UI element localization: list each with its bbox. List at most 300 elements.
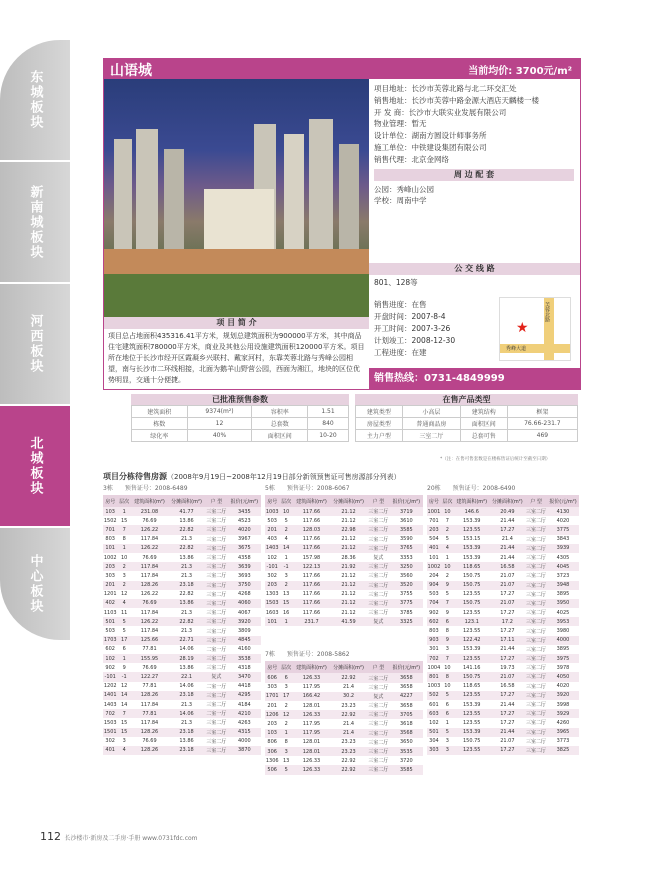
sidebar-tab-newsouth[interactable] (0, 162, 70, 282)
table-cell: 三室二厅 (206, 610, 227, 617)
table-row (427, 737, 579, 746)
table-cell: 三室二厅 (205, 617, 228, 626)
table-cell: 6 (441, 709, 454, 718)
table-cell: 三室二厅 (205, 599, 228, 608)
table-cell: 117.66 (302, 572, 321, 579)
table-cell: 17 (117, 636, 131, 645)
table-cell: 4268 (237, 591, 251, 598)
table-cell: 1002 (427, 563, 441, 570)
table-row (265, 562, 423, 571)
map-label-road: 芙蓉北路 (544, 302, 550, 322)
table-cell: 15 (279, 599, 293, 608)
table-cell: 3975 (547, 654, 579, 663)
table-cell: 21.3 (180, 719, 193, 726)
table-row (103, 599, 261, 608)
table-cell: 3998 (556, 701, 570, 708)
table-cell: 21.3 (180, 572, 193, 579)
table-row (427, 691, 579, 700)
table-cell: 3 (279, 747, 293, 756)
table-cell: 三室二厅 (526, 646, 547, 653)
table-cell: 5 (441, 691, 454, 700)
project-panel (103, 58, 581, 390)
table-cell: 21.07 (500, 738, 515, 745)
table-cell: 21.44 (500, 517, 515, 524)
table-cell: 5 (445, 536, 449, 543)
column-header: 户 型 (367, 661, 390, 673)
table-row (265, 673, 423, 682)
column-header: 房号 (265, 495, 279, 507)
table-cell: 7 (117, 709, 131, 718)
table-row (103, 645, 261, 654)
table-cell: 5 (441, 728, 454, 737)
table-cell: 77.81 (131, 709, 168, 718)
table-row (265, 590, 423, 599)
table-row (103, 718, 261, 727)
table-cell: 117.66 (293, 507, 330, 516)
table-cell: 21.92 (330, 562, 367, 571)
table-cell: 3610 (399, 517, 413, 524)
table-cell: 128.01 (293, 747, 330, 756)
table-row (265, 553, 423, 562)
table-cell: 77.81 (142, 646, 157, 653)
table-cell: 21.07 (490, 581, 526, 590)
table-row (427, 682, 579, 691)
table-cell: 三室二厅 (205, 544, 228, 553)
table-cell: 3750 (228, 581, 261, 590)
table-cell: 501 (103, 617, 117, 626)
table-cell: 1 (279, 617, 293, 626)
table-row (265, 747, 423, 756)
table-cell: 602 (427, 617, 441, 626)
table-cell: 16.58 (490, 562, 526, 571)
table-cell: 三室二厅 (525, 746, 547, 755)
table-cell: 15 (120, 719, 128, 726)
onsale-note: *（注：在售可售套数是在楼栋售证后统计至截至日期） (440, 457, 551, 462)
star-icon: ★ (516, 320, 529, 336)
license-3: 3栋 预售证号：2008-6489 (103, 485, 188, 492)
table-cell: 7 (445, 517, 449, 524)
table-cell: 203 (427, 525, 441, 534)
table-row (103, 553, 261, 562)
table-cell: 303 (427, 746, 441, 755)
table-cell: 126.22 (131, 544, 168, 553)
table-cell: 123.55 (454, 709, 490, 718)
table-cell: 117.84 (131, 562, 168, 571)
sidebar-tab-hexi[interactable] (0, 284, 70, 404)
column-header: 分摊面积(m²) (330, 495, 367, 507)
column-header: 报价(元/m²) (228, 495, 261, 507)
table-cell: 21.3 (180, 701, 193, 708)
table-cell: 13.86 (179, 664, 194, 671)
table-row (427, 516, 579, 525)
footer-text: 长沙楼市·新房及二手房·手册 www.0731fdc.com (64, 835, 198, 842)
sidebar-tab-center[interactable] (0, 528, 70, 640)
table-cell: 14 (279, 544, 293, 553)
table-row (427, 718, 579, 727)
table-cell: 三室二厅 (368, 536, 389, 543)
table-cell: 4067 (237, 609, 251, 616)
table-row (427, 709, 579, 718)
table-cell: 150.75 (454, 599, 490, 608)
table-cell: 304 (429, 738, 439, 745)
table-cell: 10 (279, 507, 293, 516)
table-cell: 602 (105, 646, 115, 653)
table-row (103, 663, 261, 672)
table-cell: 41.77 (168, 507, 205, 516)
table-cell: 153.39 (462, 701, 481, 708)
table-row (103, 691, 261, 700)
table-cell: 117.95 (302, 720, 321, 727)
table-cell: 13.86 (179, 517, 194, 524)
table-cell: 三室二厅 (205, 636, 228, 645)
table-cell: 117.84 (140, 609, 159, 616)
table-cell: 三室二厅 (368, 573, 389, 580)
table-cell: 123.55 (462, 591, 481, 598)
table-cell: 22.82 (168, 544, 205, 553)
table-cell: 17.27 (490, 525, 526, 534)
table-cell: 1501 (103, 729, 117, 736)
table-cell: 1503 (103, 719, 117, 726)
table-row (427, 654, 579, 663)
table-cell: 101 (429, 554, 439, 561)
table-cell: 203 (103, 562, 117, 571)
table-cell: 506 (265, 765, 279, 774)
table-row (265, 729, 423, 738)
table-cell: 22.82 (168, 617, 205, 626)
table-cell: 三室二厅 (206, 536, 227, 543)
table-cell: 117.84 (140, 701, 159, 708)
table-cell: 3948 (547, 581, 579, 590)
table-cell: 3765 (390, 544, 423, 553)
table-cell: 4050 (547, 672, 579, 681)
table-cell: 13 (282, 757, 290, 764)
table-cell: 三室二厅 (525, 544, 547, 553)
listing-title (103, 471, 401, 482)
table-cell: 21.4 (342, 684, 355, 691)
table-cell: 复式 (367, 617, 390, 626)
table-cell: 3809 (237, 628, 251, 635)
table-row (427, 507, 579, 516)
table-cell: 23.18 (168, 691, 205, 700)
table-cell: 3535 (390, 747, 423, 756)
sidebar-tab-label: 新南城板块 (27, 184, 43, 260)
table-cell: 103 (103, 507, 117, 516)
table-cell: 13 (282, 591, 290, 598)
table-row (103, 636, 261, 645)
table-cell: 5 (445, 591, 449, 598)
table-cell: 102 (103, 654, 117, 663)
table-row (427, 626, 579, 635)
table-cell: 1 (445, 719, 449, 726)
table-cell: 23.18 (168, 728, 205, 737)
table-cell: 22.71 (168, 636, 205, 645)
table-cell: 6 (279, 673, 293, 682)
table-cell: 6 (122, 646, 126, 653)
table-cell: 4418 (237, 683, 251, 690)
sidebar-tab-east[interactable] (0, 40, 70, 160)
table-cell: 21.12 (330, 507, 367, 516)
table-cell: 101 (265, 617, 279, 626)
table-row (103, 746, 261, 755)
table-cell: 三室二厅 (206, 720, 227, 727)
table-cell: 三室二厅 (526, 555, 547, 562)
table-cell: 三室二厅 (206, 555, 227, 562)
table-cell: 14 (117, 691, 131, 700)
bus-lines: 801、128等 (374, 278, 418, 287)
table-cell: 3929 (547, 709, 579, 718)
table-cell: 904 (427, 581, 441, 590)
info-designer: 设计单位：湖南方圆设计师事务所 (374, 131, 487, 141)
table-row (103, 590, 261, 599)
table-cell: 4160 (237, 646, 251, 653)
table-cell: 603 (427, 709, 441, 718)
table-cell: 122.13 (293, 562, 330, 571)
table-cell: 三室二厅 (368, 721, 389, 728)
table-cell: 76.69 (142, 554, 157, 561)
table-cell: 76.69 (142, 664, 157, 671)
table-cell: 4318 (237, 664, 251, 671)
table-cell: 155.95 (131, 654, 168, 663)
sidebar-tab-label: 河西板块 (27, 314, 43, 374)
table-cell: 12 (120, 591, 128, 598)
table-cell: 2 (117, 562, 131, 571)
table-row (265, 719, 423, 728)
table-cell: 801 (427, 672, 441, 681)
table-cell: 153.39 (462, 646, 481, 653)
table-cell: 7 (441, 654, 454, 663)
table-cell: 3719 (390, 507, 423, 516)
table-cell: 403 (267, 536, 277, 543)
info-property: 物业管理：暂无 (374, 119, 427, 129)
table-cell: 153.39 (462, 517, 481, 524)
table-cell: 4025 (556, 609, 570, 616)
table-cell: 3939 (547, 544, 579, 553)
table-cell: 126.22 (131, 525, 168, 534)
table-cell: 5 (122, 628, 126, 635)
sidebar-tab-label: 东城板块 (27, 70, 43, 130)
table-row (427, 746, 579, 755)
table-cell: 17.27 (500, 591, 515, 598)
table-cell: 117.84 (140, 536, 159, 543)
table-cell: 4045 (547, 562, 579, 571)
table-row (427, 672, 579, 681)
table-cell: 3585 (390, 765, 423, 774)
table-cell: 77.81 (142, 683, 157, 690)
table-cell: 三室二厅 (526, 665, 547, 672)
table-row (427, 728, 579, 737)
table-row (103, 672, 261, 681)
table-cell: 153.39 (462, 554, 481, 561)
table-cell: 902 (429, 609, 439, 616)
table-cell: 117.66 (293, 544, 330, 553)
table-cell: 28.19 (168, 654, 205, 663)
table-cell: 4184 (237, 701, 251, 708)
table-cell: 123.1 (454, 617, 490, 626)
table-cell: 303 (267, 684, 277, 691)
table-cell: 21.44 (500, 646, 515, 653)
table-cell: 4315 (228, 728, 261, 737)
column-header: 分摊面积(m²) (168, 495, 205, 507)
info-developer: 开 发 商：长沙市大联实业发展有限公司 (374, 107, 507, 117)
table-cell: 三室二厅 (367, 673, 390, 682)
license-20: 20栋 预售证号：2008-6490 (427, 485, 516, 492)
table-cell: 三室二厅 (206, 573, 227, 580)
table-cell: 118.65 (454, 562, 490, 571)
table-cell: 10 (441, 507, 454, 516)
section-sidebar (0, 40, 70, 640)
table-cell: 23.23 (341, 702, 356, 709)
intro-text: 项目总占地面积435316.41平方米，规划总建筑面积为900000平方米，其中商品住宅建筑面积780000平方米，商业及其他公用设施建筑面积120000平方米。项目所在地位于长沙市经开区霞凝乡兴联村、戴家河村，东靠芙蓉北路与秀峰公园相望，南与长沙市二环线相接，北面为鹅羊山野营公园，西面为湘江，地块的区位优势明显，交通十分便捷。 (108, 332, 365, 384)
table-cell: 21.4 (342, 720, 355, 727)
table-row (103, 654, 261, 663)
table-cell: 201 (267, 702, 277, 709)
table-cell: 4130 (547, 507, 579, 516)
table-cell: 13.86 (168, 599, 205, 608)
table-cell: 4000 (547, 636, 579, 645)
table-cell: 3538 (228, 654, 261, 663)
table-cell: 1003 (427, 683, 441, 690)
table-cell: 4305 (556, 554, 570, 561)
table-row (427, 525, 579, 534)
table-row (265, 692, 423, 701)
table-cell: 3675 (228, 544, 261, 553)
table-cell: 复式 (373, 555, 384, 562)
table-cell: 157.98 (302, 554, 321, 561)
table-cell: 21.4 (330, 729, 367, 738)
table-cell: 101 (103, 544, 117, 553)
table-cell: 803 (105, 536, 115, 543)
table-cell: 117.66 (293, 599, 330, 608)
table-cell: 166.42 (293, 692, 330, 701)
table-cell: 3325 (390, 617, 423, 626)
table-cell: 128.01 (302, 702, 321, 709)
table-cell: 1303 (265, 591, 279, 598)
table-cell: 23.23 (330, 747, 367, 756)
table-cell: 1503 (265, 600, 279, 607)
table-cell: 三室二厅 (368, 684, 389, 691)
table-row (265, 525, 423, 534)
table-cell: 2 (284, 720, 288, 727)
column-header: 房号 (103, 495, 117, 507)
table-row (103, 525, 261, 534)
table-cell: 10 (441, 562, 454, 571)
table-cell: 3920 (228, 617, 261, 626)
table-cell: 21.07 (490, 599, 526, 608)
table-cell: 1201 (103, 591, 117, 598)
table-cell: 15 (117, 728, 131, 737)
table-row (103, 562, 261, 571)
approved-params-table: 建筑面积 9374(m²) 容积率 1.51 栋数 12 总套数 840 绿化率 40% 面积区间 10-20 (131, 405, 349, 442)
table-cell: 3870 (228, 746, 261, 755)
table-cell: 201 (103, 581, 117, 590)
project-info (374, 83, 574, 207)
table-cell: 三室二厅 (367, 710, 390, 719)
table-cell: 三室二厅 (205, 654, 228, 663)
table-cell: 153.39 (454, 544, 490, 553)
progress-sales: 销售进度：在售 (374, 300, 427, 309)
table-cell: 4020 (556, 517, 570, 524)
table-cell: 3705 (390, 710, 423, 719)
table-cell: 704 (427, 599, 441, 608)
table-cell: 4263 (237, 719, 251, 726)
table-cell: 153.15 (462, 536, 481, 543)
table-cell: 三室二厅 (367, 581, 390, 590)
table-cell: 1701 (265, 693, 279, 700)
table-cell: 三室二厅 (368, 591, 389, 598)
table-row (427, 590, 579, 599)
table-cell: 123.55 (462, 628, 481, 635)
table-cell: 41.59 (330, 617, 367, 626)
table-cell: 3 (284, 572, 288, 579)
table-cell: 3978 (556, 664, 570, 671)
table-cell: 3950 (547, 599, 579, 608)
table-cell: 5 (279, 765, 293, 774)
column-header: 房号 (265, 661, 279, 673)
table-row (103, 617, 261, 626)
table-row (103, 728, 261, 737)
table-cell: 21.12 (330, 544, 367, 553)
table-cell: 16.58 (500, 683, 515, 690)
table-cell: 3 (284, 684, 288, 691)
project-name: 山语城 (110, 63, 152, 79)
table-row (265, 544, 423, 553)
table-cell: 4227 (390, 692, 423, 701)
table-row (265, 683, 423, 692)
table-cell: 4210 (228, 709, 261, 718)
table-cell: 21.12 (341, 517, 356, 524)
table-cell: 76.69 (142, 738, 157, 745)
table-cell: 123.55 (454, 525, 490, 534)
table-cell: 7 (441, 599, 454, 608)
table-cell: 117.66 (302, 591, 321, 598)
table-cell: 4845 (228, 636, 261, 645)
table-cell: 3967 (237, 536, 251, 543)
table-cell: 3435 (228, 507, 261, 516)
table-row (103, 626, 261, 635)
table-cell: 117.95 (293, 729, 330, 738)
table-cell: 三室二厅 (526, 591, 547, 598)
sidebar-tab-north[interactable] (0, 406, 70, 526)
table-cell: 3693 (237, 572, 251, 579)
table-cell: 22.92 (341, 757, 356, 764)
table-cell: 103 (265, 729, 279, 738)
table-cell: 117.66 (293, 581, 330, 590)
progress-build: 工程进度：在建 (374, 348, 427, 357)
table-cell: 9 (441, 581, 454, 590)
table-cell: 8 (441, 672, 454, 681)
table-cell: 1202 (103, 683, 117, 690)
table-cell: 三室二厅 (525, 636, 547, 645)
table-cell: 402 (103, 599, 117, 608)
table-cell: 117.66 (302, 536, 321, 543)
table-cell: 4020 (556, 683, 570, 690)
table-cell: 3560 (399, 572, 413, 579)
table-cell: 三室二厅 (526, 573, 547, 580)
table-row (265, 701, 423, 710)
listing-table-5 (265, 495, 423, 626)
table-cell: 203 (267, 720, 277, 727)
table-cell: 806 (267, 739, 277, 746)
table-cell: 三室二厅 (526, 610, 547, 617)
table-cell: 504 (429, 536, 439, 543)
table-cell: 128.26 (131, 728, 168, 737)
table-cell: 3773 (556, 738, 570, 745)
table-row (427, 700, 579, 709)
column-header: 报价(元/m²) (547, 495, 579, 507)
table-row (103, 682, 261, 691)
table-row (427, 663, 579, 672)
table-row (103, 516, 261, 525)
